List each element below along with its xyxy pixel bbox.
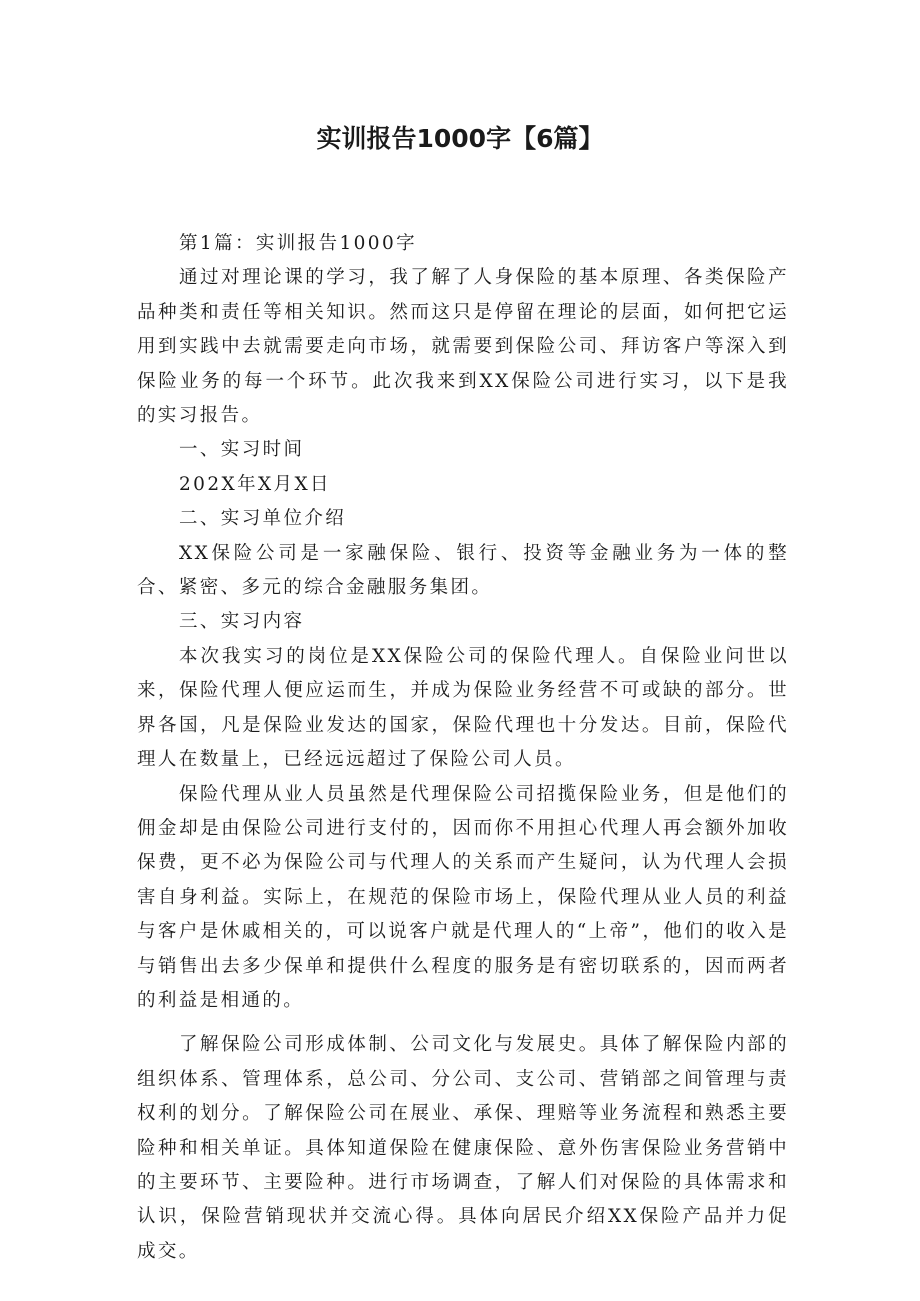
section-heading: 第1篇：实训报告1000字 (179, 233, 418, 254)
paragraph: 了解保险公司形成体制、公司文化与发展史。具体了解保险内部的组织体系、管理体系，总公司、分公司、支公司、营销部之间管理与责权利的划分。了解保险公司在展业、承保、理赔等业务流程和熟悉主要险种和相关单证。具体知道保险在健康保险、意外伤害保险业务营销中的主要环节、主要险种。进行市场调查，了解人们对保险的具体需求和认识，保险营销现状并交流心得。具体向居民介绍XX保险产品并力促成交。 (137, 1034, 789, 1262)
paragraph: 通过对理论课的学习，我了解了人身保险的基本原理、各类保险产品种类和责任等相关知识。然而这只是停留在理论的层面，如何把它运用到实践中去就需要走向市场，就需要到保险公司、拜访客户等深入到保险业务的每一个环节。此次我来到XX保险公司进行实习，以下是我的实习报告。 (137, 267, 789, 427)
document-title: 实训报告1000字【6篇】 (316, 124, 604, 153)
section-heading: 二、实习单位介绍 (179, 508, 347, 530)
paragraph: 保险代理从业人员虽然是代理保险公司招揽保险业务，但是他们的佣金却是由保险公司进行支付的，因而你不用担心代理人再会额外加收保费，更不必为保险公司与代理人的关系而产生疑问，认为代理人会损害自身利益。实际上，在规范的保险市场上，保险代理从业人员的利益与客户是休戚相关的，可以说客户就是代理人的“上帝”，他们的收入是与销售出去多少保单和提供什么程度的服务是有密切联系的，因而两者的利益是相通的。 (137, 783, 789, 1011)
paragraph: XX保险公司是一家融保险、银行、投资等金融业务为一体的整合、紧密、多元的综合金融服务集团。 (137, 542, 789, 599)
section-heading: 一、实习时间 (179, 439, 305, 461)
section-heading: 三、实习内容 (179, 611, 305, 633)
paragraph: 202X年X月X日 (179, 473, 331, 495)
document-body (137, 227, 789, 1269)
paragraph: 本次我实习的岗位是XX保险公司的保险代理人。自保险业问世以来，保险代理人便应运而生，并成为保险业务经营不可或缺的部分。世界各国，凡是保险业发达的国家，保险代理也十分发达。目前，保险代理人在数量上，已经远远超过了保险公司人员。 (137, 645, 789, 771)
